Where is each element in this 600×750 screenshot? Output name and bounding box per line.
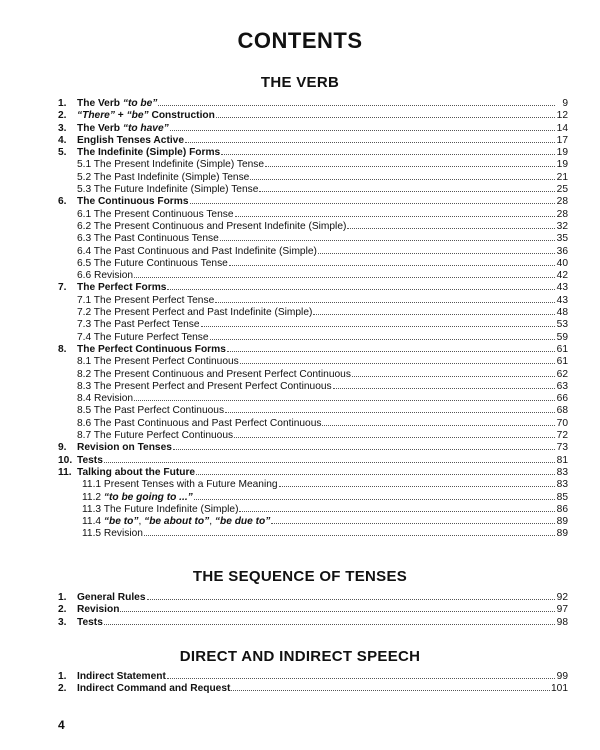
toc-entry [58,503,568,515]
toc-entry-title [77,159,264,171]
toc-entry-page: 43 [556,294,568,306]
toc-entry-page: 61 [556,343,568,355]
toc-entry-title-part: Tests [77,616,103,628]
dot-leader [259,183,555,192]
toc-entry-page: 12 [556,110,568,122]
toc-entry [58,331,568,343]
toc-entry-title-part: Construction [148,110,215,122]
toc-entry-title-part: “to be” [122,98,158,109]
toc-entry-title [77,319,200,331]
toc-entry-page: 36 [556,245,568,257]
toc-entry [58,232,568,244]
toc-entry-title-part: 11.1 Present Tenses with a Future Meaning [82,479,278,491]
toc-entry-number: 7. [58,282,67,294]
dot-leader [271,515,555,524]
toc-entry-page: 25 [556,184,568,196]
toc-entry [58,515,568,527]
dot-leader [144,527,555,536]
toc-entry-title-part: 8.2 The Present Continuous and Present Perfect Continuous [77,368,351,380]
toc-entry-title-part: 5.3 The Future Indefinite (Simple) Tense [77,184,259,196]
dot-leader [216,109,555,118]
dot-leader [333,380,555,389]
toc-entry-page: 70 [556,417,568,429]
toc-entry-title-part: 6.6 Revision [77,270,134,282]
toc-entry-page: 17 [556,134,568,146]
toc-entry-title-part: 6.4 The Past Continuous and Past Indefinite (Simple) [77,245,317,257]
toc-entry-title [77,671,166,683]
section-heading-sequence: THE SEQUENCE OF TENSES [192,568,408,585]
dot-leader [279,478,555,487]
toc-entry [58,318,568,330]
toc-entry-number: 2. [58,683,67,695]
dot-leader [215,294,555,303]
toc-entry [58,527,568,539]
page-title: CONTENTS [237,28,363,53]
toc-entry-title-part: , [209,516,215,528]
toc-entry-title [77,617,103,629]
dot-leader [239,503,555,512]
toc-entry-page: 86 [556,503,568,515]
toc-entry-title-part: Revision on Tenses [77,442,172,454]
toc-entry [58,454,568,466]
toc-entry-number: 10. [58,454,73,466]
toc-entry-title [77,172,249,184]
toc-entry-page: 19 [556,147,568,159]
section-heading-speech: DIRECT AND INDIRECT SPEECH [179,648,421,665]
section-heading-verb: THE VERB [260,74,340,91]
toc-entry-title-part: 11.5 Revision [82,528,143,540]
toc-entry-page: 42 [556,270,568,282]
toc-entry-number: 9. [58,442,67,454]
toc-entry-title-part: 11.2 [82,491,104,503]
dot-leader [250,171,555,180]
toc-entry-title [82,492,193,504]
toc-entry-title-part: 6.5 The Future Continuous Tense [77,257,228,269]
toc-entry-title-part: Indirect Command and Request [77,683,231,695]
toc-entry-page: 59 [556,331,568,343]
toc-entry-page: 32 [556,220,568,232]
toc-entry-number: 8. [58,343,67,355]
toc-entry-title-part: Tests [77,454,103,466]
toc-entry-title [77,344,226,356]
dot-leader [196,466,555,475]
dot-leader [229,257,555,266]
dot-leader [225,404,555,413]
toc-entry [58,183,568,195]
toc-entry [58,208,568,220]
toc-entry-title-part: + [114,110,127,122]
toc-entry-title-part: 11.3 The Future Indefinite (Simple) [82,503,239,515]
toc-entry-page: 98 [556,616,568,628]
toc-entry-title [77,455,103,467]
toc-entry-title-part: Talking about the Future [77,466,196,478]
toc-entry-title [77,123,169,135]
toc-entry-number: 1. [58,592,67,603]
dot-leader [318,245,555,254]
dot-leader [134,392,555,401]
toc-entry [58,441,568,453]
toc-entry-title-part: 7.1 The Present Perfect Tense [77,294,215,306]
toc-entry-page: 62 [556,368,568,380]
dot-leader [134,269,555,278]
toc-entry-title [77,196,189,208]
toc-entry [58,257,568,269]
toc-entry-title-part: 5.1 The Present Indefinite (Simple) Tense [77,159,265,171]
toc-entry-title-part: Indirect Statement [77,671,166,682]
toc-entry [58,195,568,207]
dot-leader [167,670,555,679]
toc-entry [58,417,568,429]
toc-entry-title-part: 8.3 The Present Perfect and Present Perfect Continuous [77,380,332,392]
toc-entry-title-part: “be due to” [214,516,271,528]
toc-entry-title-part: English Tenses Active [77,134,185,146]
toc-entry-page: 40 [556,257,568,269]
dot-leader [190,195,556,204]
toc-entry-title-part: 7.4 The Future Perfect Tense [77,331,209,343]
toc-entry-number: 1. [58,98,67,109]
dot-leader [352,368,555,377]
toc-entry-title-part: 5.2 The Past Indefinite (Simple) Tense [77,171,250,183]
toc-entry-title [77,683,230,695]
toc-entry-number: 5. [58,147,67,159]
toc-entry-number: 6. [58,196,67,208]
toc-entry-number: 3. [58,122,67,134]
toc-entry-page: 97 [556,604,568,616]
toc-entry-title-part: 6.3 The Past Continuous Tense [77,233,219,245]
toc-list-speech [58,670,568,695]
dot-leader [227,343,555,352]
toc-entry [58,682,568,694]
toc-entry-title [77,332,209,344]
toc-entry [58,122,568,134]
toc-entry-title-part: 8.1 The Present Perfect Continuous [77,356,239,368]
toc-entry-page: 43 [556,282,568,294]
dot-leader [170,122,555,131]
toc-entry-page: 19 [556,159,568,171]
toc-entry [58,306,568,318]
toc-entry-title-part: General Rules [77,592,146,603]
toc-entry-page: 72 [556,430,568,442]
toc-entry [58,670,568,682]
toc-entry-title-part: “to be going to ...” [103,491,193,503]
page-number: 4 [58,718,65,732]
toc-entry-page: 9 [562,98,568,109]
dot-leader [158,97,555,106]
dot-leader [104,616,555,625]
toc-entry-title-part: “be about to” [144,516,210,528]
toc-entry-title-part: 8.5 The Past Perfect Continuous [77,405,225,417]
toc-entry-page: 89 [556,528,568,540]
toc-entry-page: 73 [556,442,568,454]
toc-entry [58,429,568,441]
toc-entry-title-part: , [138,516,145,528]
toc-entry [58,478,568,490]
toc-entry-title [82,504,238,516]
toc-entry [58,245,568,257]
toc-entry-page: 28 [556,208,568,220]
dot-leader [313,306,555,315]
toc-entry-title [77,147,220,159]
toc-entry-page: 53 [556,319,568,331]
dot-leader [234,429,555,438]
toc-list-sequence [58,591,568,628]
dot-leader [235,208,555,217]
toc-entry-title-part: 6.2 The Present Continuous and Present Indefinite (Simple) [77,220,347,232]
dot-leader [185,134,555,143]
toc-entry [58,603,568,615]
dot-leader [220,232,555,241]
dot-leader [240,355,555,364]
toc-entry-title [77,282,166,294]
toc-entry-title-part: The Perfect Continuous Forms [77,343,226,355]
toc-entry-title [82,528,143,540]
toc-entry-title [77,295,214,307]
dot-leader [147,591,555,600]
toc-entry-number: 2. [58,604,67,616]
toc-entry-page: 99 [556,671,568,682]
toc-entry-page: 68 [556,405,568,417]
toc-entry-title-part: 7.2 The Present Perfect and Past Indefinite (Simple) [77,307,313,319]
toc-entry-title [77,233,219,245]
toc-entry-page: 48 [556,307,568,319]
dot-leader [347,220,555,229]
toc-entry-number: 4. [58,134,67,146]
toc-entry [58,591,568,603]
toc-entry-page: 92 [556,592,568,603]
toc-entry-page: 101 [551,683,568,695]
dot-leader [104,454,555,463]
toc-entry [58,158,568,170]
toc-list-verb [58,97,568,540]
toc-entry-page: 28 [556,196,568,208]
toc-entry [58,466,568,478]
dot-leader [167,281,555,290]
toc-entry-title-part: The Verb [77,98,123,109]
toc-entry-number: 2. [58,110,67,122]
toc-entry-page: 14 [556,122,568,134]
toc-entry-title-part: The Continuous Forms [77,196,189,208]
toc-entry-page: 61 [556,356,568,368]
toc-entry-page: 85 [556,491,568,503]
toc-entry-number: 11. [58,466,72,478]
toc-entry [58,392,568,404]
toc-entry [58,491,568,503]
toc-entry-title-part: 8.4 Revision [77,393,134,405]
dot-leader [221,146,555,155]
toc-entry [58,616,568,628]
toc-entry [58,220,568,232]
toc-entry-page: 83 [556,479,568,491]
toc-entry-title-part: The Perfect Forms [77,282,167,294]
toc-entry-title-part: 8.6 The Past Continuous and Past Perfect Continuous [77,417,322,429]
toc-entry-title-part: “be to” [103,516,139,528]
toc-entry-title-part: “to have” [122,122,169,134]
toc-entry [58,109,568,121]
toc-entry-page: 63 [556,380,568,392]
toc-entry-title-part: 8.7 The Future Perfect Continuous [77,430,234,442]
dot-leader [265,158,555,167]
dot-leader [322,417,555,426]
toc-entry-title-part: 6.1 The Present Continuous Tense [77,208,234,220]
dot-leader [231,682,550,691]
toc-entry-page: 83 [556,466,568,478]
toc-entry-title [77,209,234,221]
dot-leader [120,603,555,612]
dot-leader [210,331,555,340]
toc-entry-title [77,98,157,110]
toc-entry-number: 3. [58,616,67,628]
toc-entry-title-part: “be” [126,110,149,122]
toc-entry [58,134,568,146]
toc-entry-number: 1. [58,671,67,682]
toc-entry-title-part: The Indefinite (Simple) Forms [77,147,221,159]
dot-leader [173,441,555,450]
toc-entry-title-part: Revision [77,604,120,616]
toc-entry-page: 89 [556,516,568,528]
toc-entry-title [77,135,184,147]
dot-leader [201,318,555,327]
toc-entry-page: 35 [556,233,568,245]
toc-entry-title [77,393,133,405]
toc-entry-title-part: The Verb [77,122,123,134]
dot-leader [194,491,555,500]
toc-entry-title [77,369,351,381]
toc-entry [58,146,568,158]
toc-entry [58,355,568,367]
toc-entry-title [77,356,239,368]
toc-entry [58,281,568,293]
toc-entry-page: 21 [556,171,568,183]
toc-entry [58,171,568,183]
toc-entry [58,368,568,380]
toc-entry [58,294,568,306]
toc-entry-page: 81 [556,454,568,466]
toc-entry [58,97,568,109]
toc-entry-title [77,467,195,479]
toc-entry-page: 66 [556,393,568,405]
toc-entry [58,380,568,392]
toc-entry [58,269,568,281]
toc-entry [58,343,568,355]
toc-entry-title [77,405,224,417]
toc-entry-title [77,270,133,282]
toc-entry-title-part: “There” [77,110,115,122]
toc-entry [58,404,568,416]
toc-entry-title-part: 11.4 [82,516,104,528]
toc-entry-title-part: 7.3 The Past Perfect Tense [77,319,200,331]
